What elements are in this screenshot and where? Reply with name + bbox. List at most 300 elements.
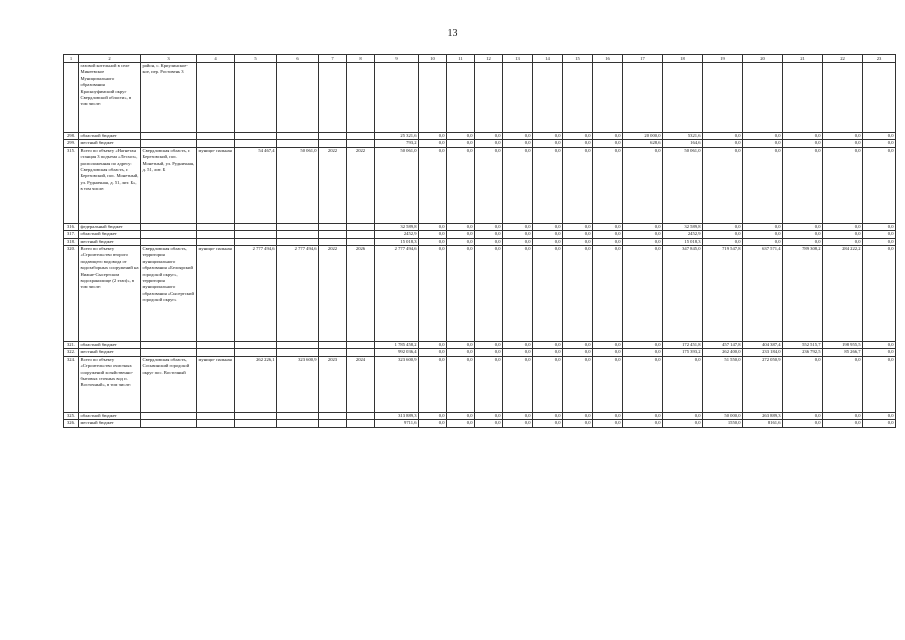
table-cell: 85 266,7 bbox=[823, 349, 863, 356]
table-cell: 236 792,5 bbox=[783, 349, 823, 356]
table-cell: 0,0 bbox=[475, 238, 503, 245]
table-cell: 0,0 bbox=[593, 246, 623, 342]
table-cell: 0,0 bbox=[703, 140, 743, 147]
table-cell: 628,6 bbox=[623, 140, 663, 147]
table-cell bbox=[347, 63, 375, 133]
table-cell: 0,0 bbox=[703, 147, 743, 223]
object-name-cell: Всего по объекту «Нагнетан станция 3 подъема «Лесхоз», расположенная по адресу: Свердловская область, г. Березовский, пос. Монетный, ул. Рудничная, д. 51, лит. Б», в том числе: bbox=[79, 147, 141, 223]
row-number-cell bbox=[64, 63, 79, 133]
table-cell: 0,0 bbox=[593, 140, 623, 147]
column-number: 9 bbox=[375, 55, 419, 63]
table-cell: 0,0 bbox=[863, 133, 896, 140]
table-cell: 323 600,9 bbox=[277, 356, 319, 412]
table-cell: 0,0 bbox=[419, 356, 447, 412]
object-name-cell: Всего по объекту «Строительство второго подающего водовода от водозаборных сооружений на Нижне-Сысертском водохранилище (2 этап)», в том числе: bbox=[79, 246, 141, 342]
table-cell: 0,0 bbox=[743, 231, 783, 238]
table-cell bbox=[347, 133, 375, 140]
table-cell: 0,0 bbox=[623, 356, 663, 412]
table-cell: 0,0 bbox=[419, 246, 447, 342]
table-cell bbox=[347, 420, 375, 427]
row-number-cell: 318. bbox=[64, 238, 79, 245]
table-cell bbox=[319, 349, 347, 356]
table-cell: Свердловская область, территория муниципального образования «Белоярский городской округ», территория муниципального образования «Сысертский городской округ» bbox=[141, 246, 197, 342]
table-cell: 25 321,6 bbox=[375, 133, 419, 140]
table-cell bbox=[347, 223, 375, 230]
table-row bbox=[64, 223, 896, 230]
table-cell: 0,0 bbox=[533, 412, 563, 419]
table-cell bbox=[235, 231, 277, 238]
table-cell: Свердловская область, Сосьвинский городской округ пос. Восточный bbox=[141, 356, 197, 412]
table-cell: 0,0 bbox=[623, 246, 663, 342]
table-cell: Свердловская область, г. Березовский, пос. Монетный, ул. Рудничная, д. 51, лит. Б bbox=[141, 147, 197, 223]
table-cell: 2026 bbox=[347, 246, 375, 342]
row-number-cell: 326. bbox=[64, 420, 79, 427]
table-cell: 284 222,2 bbox=[823, 246, 863, 342]
table-cell: 637 571,4 bbox=[743, 246, 783, 342]
table-cell: 0,0 bbox=[863, 412, 896, 419]
table-row bbox=[64, 133, 896, 140]
table-cell: 0,0 bbox=[863, 246, 896, 342]
table-cell: 9711,6 bbox=[375, 420, 419, 427]
object-name-cell: федеральный бюджет bbox=[79, 223, 141, 230]
table-cell: 0,0 bbox=[703, 238, 743, 245]
table-cell bbox=[277, 140, 319, 147]
table-cell: 0,0 bbox=[623, 238, 663, 245]
table-cell: 233 184,0 bbox=[743, 349, 783, 356]
table-cell: 0,0 bbox=[533, 223, 563, 230]
table-cell: муници- пальная bbox=[197, 356, 235, 412]
table-cell bbox=[197, 133, 235, 140]
table-cell: 2022 bbox=[319, 246, 347, 342]
table-cell bbox=[347, 349, 375, 356]
table-cell: 0,0 bbox=[823, 140, 863, 147]
table-cell bbox=[823, 63, 863, 133]
table-cell: 719 547,8 bbox=[703, 246, 743, 342]
object-name-cell: областной бюджет bbox=[79, 342, 141, 349]
table-cell bbox=[197, 238, 235, 245]
table-cell: 0,0 bbox=[703, 231, 743, 238]
table-cell bbox=[783, 63, 823, 133]
table-cell: муници- пальная bbox=[197, 147, 235, 223]
table-cell: 0,0 bbox=[419, 147, 447, 223]
table-cell: 0,0 bbox=[475, 133, 503, 140]
table-cell: 0,0 bbox=[593, 356, 623, 412]
object-name-cell: областной бюджет bbox=[79, 231, 141, 238]
table-cell bbox=[319, 342, 347, 349]
table-cell: 0,0 bbox=[563, 349, 593, 356]
table-cell bbox=[235, 412, 277, 419]
table-cell: 0,0 bbox=[783, 238, 823, 245]
row-number-cell: 320. bbox=[64, 246, 79, 342]
table-cell: 0,0 bbox=[503, 349, 533, 356]
table-cell: 0,0 bbox=[823, 231, 863, 238]
table-cell: 2452,9 bbox=[663, 231, 703, 238]
table-cell: 0,0 bbox=[447, 133, 475, 140]
table-cell bbox=[141, 349, 197, 356]
table-cell bbox=[663, 63, 703, 133]
table-cell: 0,0 bbox=[447, 140, 475, 147]
table-cell: 2 777 494,6 bbox=[277, 246, 319, 342]
table-cell: 0,0 bbox=[823, 356, 863, 412]
table-cell: 0,0 bbox=[743, 223, 783, 230]
table-cell: 2 777 494,6 bbox=[375, 246, 419, 342]
table-cell: 54 467,4 bbox=[235, 147, 277, 223]
table-cell bbox=[197, 140, 235, 147]
table-cell: 262 400,0 bbox=[703, 349, 743, 356]
table-cell: 164,6 bbox=[663, 140, 703, 147]
table-cell: 0,0 bbox=[419, 349, 447, 356]
table-cell: район, с. Криулинское- кое, пер. Ростовень 3 bbox=[141, 63, 197, 133]
object-name-cell: местный бюджет bbox=[79, 420, 141, 427]
table-cell bbox=[235, 349, 277, 356]
table-cell: 0,0 bbox=[623, 420, 663, 427]
table-cell: 0,0 bbox=[663, 420, 703, 427]
table-cell: 0,0 bbox=[419, 420, 447, 427]
table-cell: 0,0 bbox=[503, 356, 533, 412]
table-cell: 347 845,0 bbox=[663, 246, 703, 342]
column-number: 22 bbox=[823, 55, 863, 63]
table-cell: 0,0 bbox=[533, 342, 563, 349]
table-cell bbox=[277, 133, 319, 140]
table-cell bbox=[563, 63, 593, 133]
table-cell: 0,0 bbox=[863, 238, 896, 245]
table-cell: 0,0 bbox=[447, 223, 475, 230]
table-cell: 0,0 bbox=[863, 140, 896, 147]
table-cell: 0,0 bbox=[475, 223, 503, 230]
table-cell: 32 589,8 bbox=[375, 223, 419, 230]
table-cell bbox=[347, 238, 375, 245]
table-cell bbox=[235, 133, 277, 140]
table-cell bbox=[347, 412, 375, 419]
table-cell: 0,0 bbox=[593, 238, 623, 245]
table-cell: 5321,6 bbox=[663, 133, 703, 140]
table-cell bbox=[197, 223, 235, 230]
table-cell: 0,0 bbox=[563, 356, 593, 412]
table-cell: 0,0 bbox=[533, 133, 563, 140]
column-number: 15 bbox=[563, 55, 593, 63]
column-number: 19 bbox=[703, 55, 743, 63]
table-cell: 0,0 bbox=[447, 147, 475, 223]
table-cell bbox=[375, 63, 419, 133]
budget-table bbox=[63, 54, 896, 428]
table-cell bbox=[347, 231, 375, 238]
table-cell bbox=[141, 238, 197, 245]
table-cell: 0,0 bbox=[593, 147, 623, 223]
table-cell bbox=[141, 140, 197, 147]
table-cell: 0,0 bbox=[447, 412, 475, 419]
object-name-cell: местный бюджет bbox=[79, 349, 141, 356]
table-cell: 0,0 bbox=[743, 238, 783, 245]
table-cell bbox=[277, 349, 319, 356]
table-cell: 0,0 bbox=[503, 342, 533, 349]
table-cell: 0,0 bbox=[419, 140, 447, 147]
table-cell: 0,0 bbox=[503, 140, 533, 147]
table-cell: 0,0 bbox=[475, 356, 503, 412]
table-cell: 0,0 bbox=[593, 349, 623, 356]
table-cell: 0,0 bbox=[533, 238, 563, 245]
table-cell: 2023 bbox=[319, 356, 347, 412]
table-cell bbox=[197, 412, 235, 419]
table-cell: 0,0 bbox=[533, 246, 563, 342]
table-cell: 0,0 bbox=[783, 420, 823, 427]
table-cell: 0,0 bbox=[863, 147, 896, 223]
column-number: 8 bbox=[347, 55, 375, 63]
table-cell: 0,0 bbox=[419, 342, 447, 349]
table-cell: 0,0 bbox=[823, 147, 863, 223]
table-cell: 0,0 bbox=[475, 349, 503, 356]
table-cell: 51 550,0 bbox=[703, 356, 743, 412]
table-cell: 0,0 bbox=[447, 349, 475, 356]
table-cell: 1550,0 bbox=[703, 420, 743, 427]
table-cell: 0,0 bbox=[503, 147, 533, 223]
table-cell: 2 777 494,6 bbox=[235, 246, 277, 342]
table-cell bbox=[319, 420, 347, 427]
table-cell: 0,0 bbox=[623, 349, 663, 356]
table-cell bbox=[277, 412, 319, 419]
table-cell bbox=[197, 420, 235, 427]
table-cell bbox=[347, 140, 375, 147]
table-cell: 15 018,3 bbox=[663, 238, 703, 245]
table-cell: 0,0 bbox=[823, 420, 863, 427]
table-cell: 0,0 bbox=[863, 223, 896, 230]
table-cell: 0,0 bbox=[663, 356, 703, 412]
table-cell: 0,0 bbox=[419, 223, 447, 230]
table-cell: 0,0 bbox=[533, 356, 563, 412]
table-cell: 2452,9 bbox=[375, 231, 419, 238]
column-number: 16 bbox=[593, 55, 623, 63]
table-cell bbox=[319, 63, 347, 133]
column-number: 1 bbox=[64, 55, 79, 63]
table-cell bbox=[141, 231, 197, 238]
table-cell: 2022 bbox=[319, 147, 347, 223]
table-cell: 0,0 bbox=[419, 238, 447, 245]
table-cell: 0,0 bbox=[447, 246, 475, 342]
table-cell: 0,0 bbox=[503, 246, 533, 342]
object-name-cell: местный бюджет bbox=[79, 140, 141, 147]
object-name-cell: газовой котельной в селе Минеевское Муниципального образования Красноуфимский округ Свердловской области», в том числе: bbox=[79, 63, 141, 133]
table-cell: 0,0 bbox=[783, 133, 823, 140]
table-cell: 0,0 bbox=[563, 420, 593, 427]
table-row bbox=[64, 356, 896, 412]
column-number: 7 bbox=[319, 55, 347, 63]
object-name-cell: местный бюджет bbox=[79, 238, 141, 245]
table-cell bbox=[475, 63, 503, 133]
table-row bbox=[64, 63, 896, 133]
table-cell: 0,0 bbox=[703, 133, 743, 140]
table-cell: 0,0 bbox=[623, 223, 663, 230]
table-cell: 0,0 bbox=[823, 238, 863, 245]
table-cell: 0,0 bbox=[503, 223, 533, 230]
table-cell: 0,0 bbox=[503, 412, 533, 419]
table-cell: 0,0 bbox=[447, 420, 475, 427]
table-cell bbox=[235, 342, 277, 349]
table-row bbox=[64, 147, 896, 223]
table-cell: 0,0 bbox=[503, 420, 533, 427]
table-cell: 0,0 bbox=[783, 231, 823, 238]
column-number: 17 bbox=[623, 55, 663, 63]
row-number-cell: 324. bbox=[64, 356, 79, 412]
table-cell: 0,0 bbox=[503, 133, 533, 140]
header-row bbox=[64, 55, 896, 63]
table-cell bbox=[503, 63, 533, 133]
table-cell bbox=[141, 342, 197, 349]
table-cell bbox=[347, 342, 375, 349]
table-row bbox=[64, 231, 896, 238]
table-cell: 0,0 bbox=[563, 231, 593, 238]
table-cell: 0,0 bbox=[783, 223, 823, 230]
table-cell: 0,0 bbox=[783, 412, 823, 419]
table-cell: 404 387,4 bbox=[743, 342, 783, 349]
column-number: 2 bbox=[79, 55, 141, 63]
table-cell: 0,0 bbox=[533, 420, 563, 427]
table-cell: 0,0 bbox=[593, 133, 623, 140]
table-cell bbox=[319, 140, 347, 147]
table-cell: 0,0 bbox=[533, 231, 563, 238]
table-cell: 0,0 bbox=[419, 412, 447, 419]
object-name-cell: областной бюджет bbox=[79, 133, 141, 140]
table-cell: 2022 bbox=[347, 147, 375, 223]
table-cell: 0,0 bbox=[447, 342, 475, 349]
table-cell: 0,0 bbox=[783, 140, 823, 147]
column-number: 6 bbox=[277, 55, 319, 63]
table-cell bbox=[197, 231, 235, 238]
table-cell: 0,0 bbox=[503, 231, 533, 238]
table-cell bbox=[419, 63, 447, 133]
table-cell bbox=[863, 63, 896, 133]
table-cell: 50 061,0 bbox=[375, 147, 419, 223]
table-cell: 175 393,2 bbox=[663, 349, 703, 356]
table-cell: 0,0 bbox=[623, 412, 663, 419]
table-cell: 0,0 bbox=[563, 140, 593, 147]
table-cell bbox=[235, 63, 277, 133]
table-cell bbox=[277, 420, 319, 427]
row-number-cell: 317. bbox=[64, 231, 79, 238]
table-cell bbox=[319, 223, 347, 230]
table-cell: 313 889,3 bbox=[375, 412, 419, 419]
table-cell: 1 785 458,2 bbox=[375, 342, 419, 349]
row-number-cell: 299. bbox=[64, 140, 79, 147]
table-cell: 0,0 bbox=[447, 356, 475, 412]
table-cell bbox=[277, 63, 319, 133]
table-cell bbox=[277, 231, 319, 238]
column-number: 23 bbox=[863, 55, 896, 63]
table-cell: 0,0 bbox=[663, 412, 703, 419]
object-name-cell: областной бюджет bbox=[79, 412, 141, 419]
row-number-cell: 316. bbox=[64, 223, 79, 230]
table-cell: 0,0 bbox=[823, 412, 863, 419]
table-cell: 272 050,9 bbox=[743, 356, 783, 412]
table-cell: 263 889,3 bbox=[743, 412, 783, 419]
table-cell: 0,0 bbox=[593, 420, 623, 427]
table-cell: 0,0 bbox=[743, 140, 783, 147]
table-row bbox=[64, 246, 896, 342]
column-number: 11 bbox=[447, 55, 475, 63]
table-cell bbox=[141, 133, 197, 140]
table-cell bbox=[623, 63, 663, 133]
table-cell: 198 955,5 bbox=[823, 342, 863, 349]
table-cell: 0,0 bbox=[533, 349, 563, 356]
table-cell: 0,0 bbox=[823, 223, 863, 230]
table-row bbox=[64, 420, 896, 427]
table-cell: 20 000,0 bbox=[623, 133, 663, 140]
table-cell: 0,0 bbox=[419, 231, 447, 238]
table-cell bbox=[141, 412, 197, 419]
table-cell bbox=[197, 63, 235, 133]
table-cell: 552 515,7 bbox=[783, 342, 823, 349]
table-cell: 0,0 bbox=[593, 231, 623, 238]
table-cell: 789 308,2 bbox=[783, 246, 823, 342]
table-cell bbox=[141, 420, 197, 427]
table-cell: 0,0 bbox=[623, 342, 663, 349]
table-cell bbox=[533, 63, 563, 133]
table-cell bbox=[319, 231, 347, 238]
table-cell: 0,0 bbox=[593, 223, 623, 230]
table-cell: 0,0 bbox=[563, 342, 593, 349]
table-cell bbox=[277, 238, 319, 245]
table-cell: 0,0 bbox=[475, 147, 503, 223]
column-number: 20 bbox=[743, 55, 783, 63]
table-cell: 172 451,8 bbox=[663, 342, 703, 349]
object-name-cell: Всего по объекту «Строительство очистных сооружений хозяйственно- бытовых сточных вод п. Восточный», в том числе: bbox=[79, 356, 141, 412]
column-number: 4 bbox=[197, 55, 235, 63]
table-cell bbox=[235, 223, 277, 230]
table-cell: 0,0 bbox=[863, 420, 896, 427]
table-cell: 0,0 bbox=[593, 342, 623, 349]
table-cell: 0,0 bbox=[593, 412, 623, 419]
table-cell: 0,0 bbox=[533, 140, 563, 147]
table-cell bbox=[743, 63, 783, 133]
row-number-cell: 315. bbox=[64, 147, 79, 223]
table-cell: 0,0 bbox=[783, 356, 823, 412]
table-cell: 0,0 bbox=[623, 231, 663, 238]
table-row bbox=[64, 238, 896, 245]
table-cell: 457 147,8 bbox=[703, 342, 743, 349]
table-cell: 0,0 bbox=[475, 231, 503, 238]
table-cell: 0,0 bbox=[475, 342, 503, 349]
table-cell bbox=[319, 238, 347, 245]
table-cell: 0,0 bbox=[563, 133, 593, 140]
table-cell: 50 061,0 bbox=[663, 147, 703, 223]
table-cell bbox=[197, 349, 235, 356]
table-cell: 0,0 bbox=[563, 412, 593, 419]
table-cell: 0,0 bbox=[447, 231, 475, 238]
table-row bbox=[64, 349, 896, 356]
row-number-cell: 298. bbox=[64, 133, 79, 140]
table-cell: 0,0 bbox=[863, 356, 896, 412]
table-cell: муници- пальная bbox=[197, 246, 235, 342]
table-cell: 15 018,3 bbox=[375, 238, 419, 245]
table-cell bbox=[277, 223, 319, 230]
table-row bbox=[64, 342, 896, 349]
table-cell: 0,0 bbox=[863, 349, 896, 356]
table-cell bbox=[277, 342, 319, 349]
table-cell: 0,0 bbox=[863, 231, 896, 238]
table-cell: 323 600,9 bbox=[375, 356, 419, 412]
table-cell: 0,0 bbox=[743, 147, 783, 223]
column-number: 5 bbox=[235, 55, 277, 63]
table-cell: 0,0 bbox=[563, 238, 593, 245]
table-cell bbox=[319, 412, 347, 419]
table-cell: 0,0 bbox=[475, 420, 503, 427]
table-cell: 0,0 bbox=[475, 412, 503, 419]
table-cell bbox=[235, 238, 277, 245]
table-cell bbox=[703, 63, 743, 133]
table-cell: 0,0 bbox=[475, 246, 503, 342]
column-number: 14 bbox=[533, 55, 563, 63]
table-cell: 0,0 bbox=[475, 140, 503, 147]
table-cell bbox=[235, 140, 277, 147]
column-number: 21 bbox=[783, 55, 823, 63]
